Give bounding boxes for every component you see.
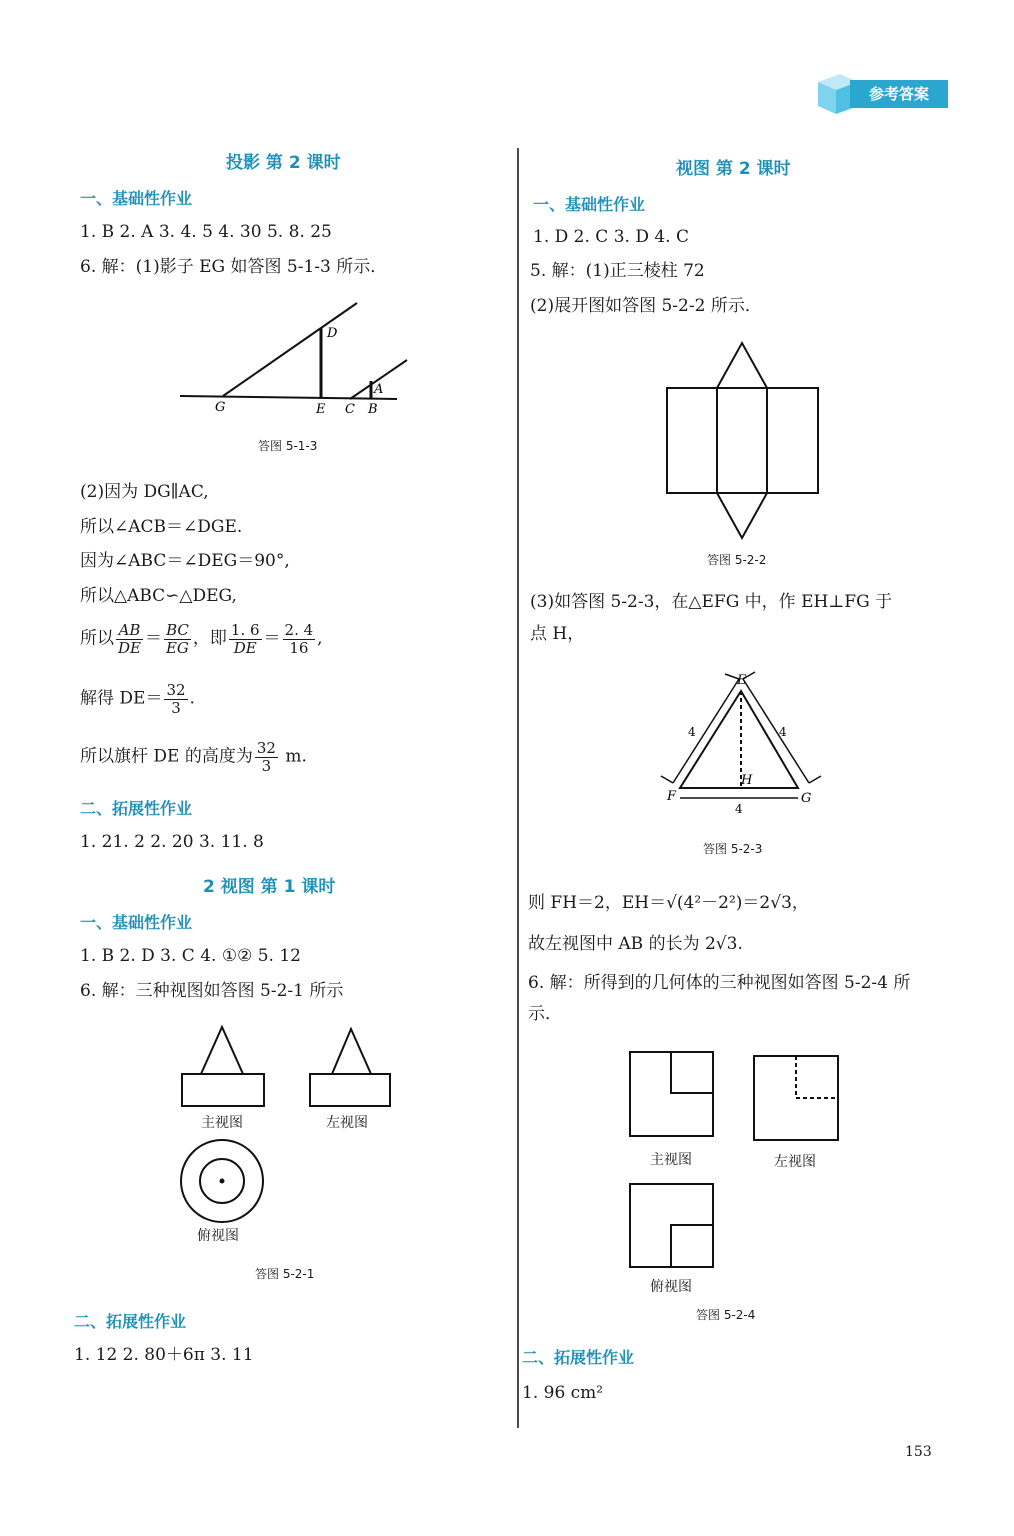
question-6-right-b: 示． bbox=[528, 1004, 562, 1024]
question-5-part-3a: (3)如答图 5-2-3，在△EFG 中，作 EH⊥FG 于 bbox=[530, 592, 893, 612]
calc-line-1: 则 FH＝2，EH＝√(4²－2²)＝2√3， bbox=[528, 893, 809, 913]
fraction-32-3-b: $\frac{32}{3}$ bbox=[256, 739, 276, 775]
figure-5-2-1-side bbox=[308, 1024, 392, 1108]
label-e-tri: E bbox=[737, 673, 747, 688]
answers-basic-1: 1. B 2. A 3. 4. 5 4. 30 5. 8. 25 bbox=[80, 222, 332, 242]
label-g-tri: G bbox=[801, 791, 812, 806]
figure-5-2-4-side bbox=[753, 1055, 839, 1143]
fraction-32-3-a: $\frac{32}{3}$ bbox=[166, 681, 186, 717]
section-extended-2: 二、拓展性作业 bbox=[74, 1312, 187, 1331]
figure-5-2-2 bbox=[666, 340, 820, 542]
question-6-right-a: 6. 解：所得到的几何体的三种视图如答图 5-2-4 所 bbox=[528, 973, 911, 993]
label-side-left: 4 bbox=[688, 725, 696, 739]
proof-line-4: 所以△ABC∽△DEG, bbox=[80, 586, 237, 606]
section-extended-1: 二、拓展性作业 bbox=[80, 799, 193, 818]
label-side-view-2: 左视图 bbox=[774, 1154, 816, 1170]
lesson-title-projection: 投影 第 2 课时 bbox=[226, 153, 341, 173]
label-h: H bbox=[741, 773, 753, 788]
lesson-title-views-2: 视图 第 2 课时 bbox=[676, 159, 791, 179]
caption-5-2-3: 答图 5-2-3 bbox=[703, 842, 763, 856]
proof-line-7: 所以旗杆 DE 的高度为 $\frac{32}{3}$ m. bbox=[80, 739, 307, 775]
answer-badge bbox=[850, 80, 948, 108]
label-top-view-1: 俯视图 bbox=[197, 1228, 239, 1244]
label-d: D bbox=[327, 326, 338, 341]
caption-5-2-2: 答图 5-2-2 bbox=[707, 553, 767, 567]
page-number: 153 bbox=[905, 1444, 932, 1460]
proof-line-3: 因为∠ABC＝∠DEG＝90°, bbox=[80, 551, 290, 571]
label-front-view-2: 主视图 bbox=[650, 1152, 692, 1168]
lesson-title-views-1: 2 视图 第 1 课时 bbox=[203, 877, 336, 897]
fraction-bc-eg: $\frac{BC}{EG}$ bbox=[165, 621, 189, 657]
label-e: E bbox=[316, 402, 326, 417]
fraction-16-de: $\frac{1. 6}{DE}$ bbox=[230, 621, 260, 657]
question-5-part-3b: 点 H， bbox=[530, 624, 585, 644]
fraction-24-16: $\frac{2. 4}{16}$ bbox=[284, 621, 314, 657]
label-base: 4 bbox=[735, 802, 743, 816]
label-b: B bbox=[368, 402, 378, 417]
question-6-line: 6. 解：(1)影子 EG 如答图 5-1-3 所示． bbox=[80, 257, 388, 277]
figure-5-2-1-front bbox=[180, 1022, 266, 1108]
section-basic-1: 一、基础性作业 bbox=[80, 189, 193, 208]
label-front-view-1: 主视图 bbox=[201, 1115, 243, 1131]
caption-5-2-4: 答图 5-2-4 bbox=[696, 1308, 756, 1322]
answers-basic-right: 1. D 2. C 3. D 4. C bbox=[533, 227, 689, 247]
answers-basic-2: 1. B 2. D 3. C 4. ①② 5. 12 bbox=[80, 946, 301, 966]
fraction-ab-de: $\frac{AB}{DE}$ bbox=[118, 621, 141, 657]
question-5-line: 5. 解：(1)正三棱柱 72 bbox=[530, 261, 705, 281]
label-a: A bbox=[374, 382, 384, 397]
figure-5-1-3 bbox=[175, 295, 415, 425]
proof-line-6: 解得 DE＝ $\frac{32}{3}$ . bbox=[80, 681, 195, 717]
proof-line-5: 所以 $\frac{AB}{DE}$ ＝ $\frac{BC}{EG}$ ，即 $\frac{1. 6}{DE}$ ＝ $\frac{2. 4}{16}$ , bbox=[80, 621, 323, 657]
label-g: G bbox=[215, 400, 226, 415]
proof-l5-pre: 所以 bbox=[80, 628, 114, 649]
answer-badge-label: 参考答案 bbox=[868, 85, 929, 103]
figure-5-2-3 bbox=[655, 668, 825, 816]
calc-line-2: 故左视图中 AB 的长为 2√3. bbox=[528, 934, 743, 954]
figure-5-2-4-front bbox=[629, 1051, 715, 1139]
answers-extended-2: 1. 12 2. 80＋6π 3. 11 bbox=[74, 1345, 254, 1365]
section-basic-right: 一、基础性作业 bbox=[533, 195, 646, 214]
label-side-view-1: 左视图 bbox=[326, 1115, 368, 1131]
proof-line-1: (2)因为 DG∥AC, bbox=[80, 482, 209, 502]
figure-5-2-4-top bbox=[629, 1183, 715, 1271]
label-top-view-2: 俯视图 bbox=[650, 1279, 692, 1295]
figure-5-2-1-top bbox=[178, 1137, 266, 1225]
caption-5-1-3: 答图 5-1-3 bbox=[258, 439, 318, 453]
label-f: F bbox=[667, 789, 677, 804]
question-6b-line: 6. 解：三种视图如答图 5-2-1 所示 bbox=[80, 981, 344, 1001]
answers-extended-1: 1. 21. 2 2. 20 3. 11. 8 bbox=[80, 832, 264, 852]
section-extended-right: 二、拓展性作业 bbox=[522, 1348, 635, 1367]
label-c: C bbox=[345, 402, 355, 417]
column-divider bbox=[517, 148, 519, 1428]
answer-extended-right: 1. 96 cm² bbox=[522, 1383, 604, 1403]
question-5-part-2: (2)展开图如答图 5-2-2 所示． bbox=[530, 296, 762, 316]
caption-5-2-1: 答图 5-2-1 bbox=[255, 1267, 315, 1281]
section-basic-2: 一、基础性作业 bbox=[80, 913, 193, 932]
label-side-right: 4 bbox=[779, 725, 787, 739]
proof-line-2: 所以∠ACB＝∠DGE. bbox=[80, 517, 243, 537]
